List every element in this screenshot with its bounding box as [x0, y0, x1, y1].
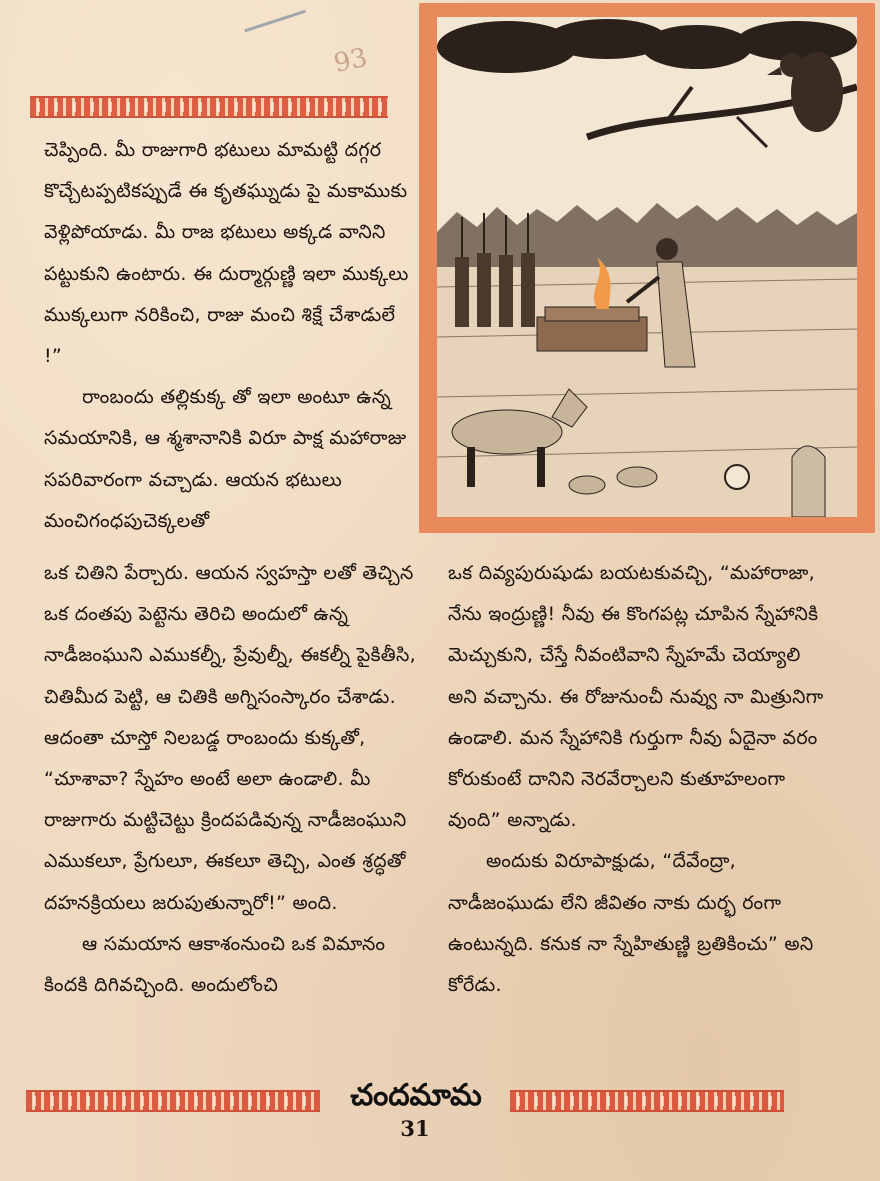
right-bottom-text-column: [448, 553, 832, 1006]
paragraph: ఒక దివ్యపురుషుడు బయటకువచ్చి, “మహారాజా, నేను ఇంద్రుణ్ణి! నీవు ఈ కొంగపట్ల చూపిన స్నేహానికి మెచ్చుకుని, చేస్తే నీవంటివాని స్నేహమే చెయ్యాలి అని వచ్చాను. ఈ రోజునుంచీ నువ్వు నా మిత్రునిగా ఉండాలి. మన స్నేహానికి గుర్తుగా నీవు ఏదైనా వరం కోరుకుంటే దానిని నెరవేర్చాలని కుతూహలంగా వుంది” అన్నాడు.: [448, 562, 824, 832]
magazine-title: చందమామ: [350, 1078, 482, 1113]
paragraph: చెప్పింది. మీ రాజుగారి భటులు మామట్టి దగ్గర కొచ్చేటప్పటికప్పుడే ఈ కృతఘ్నుడు పై మకాముకు వెళ్లిపోయాడు. మీ రాజ భటులు అక్కడ వానిని పట్టుకుని ఉంటారు. ఈ దుర్మార్గుణ్ణి ఇలా ముక్కలు ముక్కలుగా నరికించి, రాజు మంచి శిక్షే చేశాడులే !”: [44, 139, 409, 368]
left-top-text-column: [44, 130, 410, 542]
footer-ornament-left: [26, 1090, 320, 1112]
paragraph: ఆ సమయాన ఆకాశంనుంచి ఒక విమానం కిందకి దిగివచ్చింది. అందులోంచి: [44, 932, 386, 997]
cremation-scene-drawing: [437, 17, 857, 517]
page-number: 31: [400, 1116, 430, 1141]
paragraph: ఒక చితిని పేర్చారు. ఆయన స్వహస్తా లతో తెచ్చిన ఒక దంతపు పెట్టెను తెరిచి అందులో ఉన్న నాడీజంఘుని ఎముకల్నీ, ప్రేవుల్నీ, ఈకల్నీ పైకితీసి, చితిమీద పెట్టి, ఆ చితికి అగ్నిసంస్కారం చేశాడు. ఆదంతా చూస్తో నిలబడ్డ రాంబందు కుక్కతో, “చూశావా? స్నేహం అంటే అలా ఉండాలి. మీ రాజుగారు మట్టిచెట్టు క్రిందపడివున్న నాడీజంఘుని ఎముకలూ, ప్రేగులూ, ఈకలూ తెచ్చి, ఎంత శ్రద్ధతో దహనక్రియలు జరుపుతున్నారో!” అంది.: [44, 562, 416, 914]
top-ornamental-border: [30, 96, 388, 118]
handwritten-page-mark: 93: [331, 42, 370, 79]
story-illustration: [419, 3, 875, 533]
gravestone-figure: [792, 446, 825, 517]
footer-ornament-right: [510, 1090, 784, 1112]
paragraph: రాంబందు తల్లికుక్క తో ఇలా అంటూ ఉన్న సమయానికి, ఆ శ్మశానానికి విరూ పాక్ష మహారాజు సపరివారంగా వచ్చాడు. ఆయన భటులు మంచిగంధపుచెక్కలతో: [44, 386, 407, 532]
left-bottom-text-column: [44, 553, 424, 1006]
paragraph: అందుకు విరూపాక్షుడు, “దేవేంద్రా, నాడీజంఘుడు లేని జీవితం నాకు దుర్భ రంగా ఉంటున్నది. కనుక నా స్నేహితుణ్ణి బ్రతికించు” అని కోరేడు.: [448, 850, 814, 997]
skull-figure: [725, 465, 749, 489]
